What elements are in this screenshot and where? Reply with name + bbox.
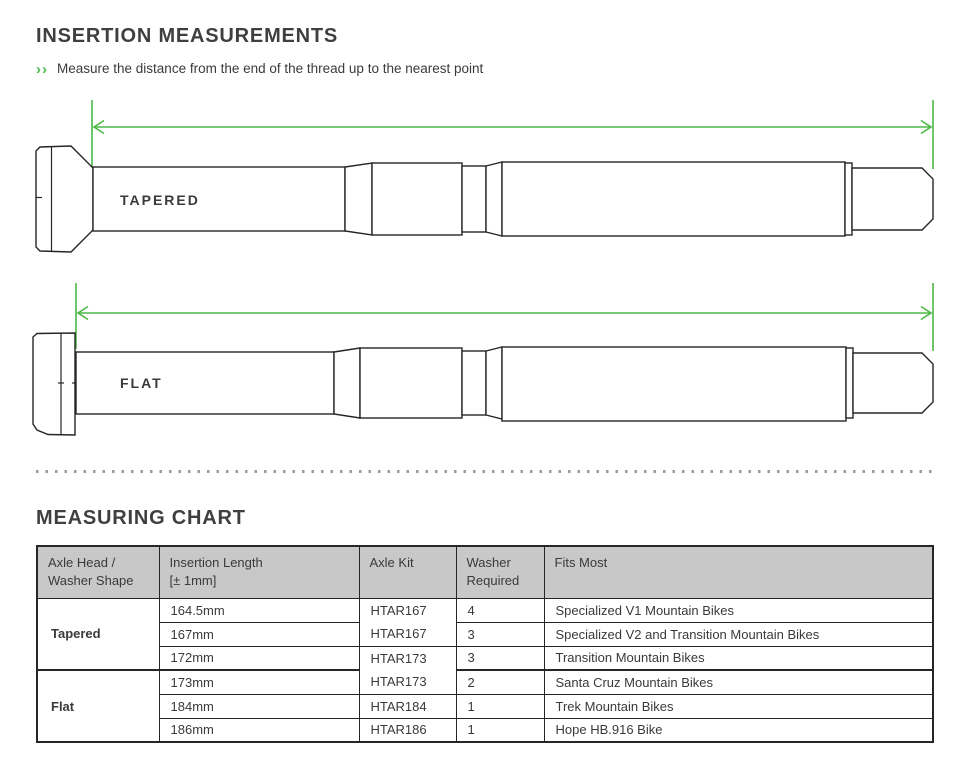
- tapered-axle-diagram: [0, 95, 970, 267]
- insertion-length-cell: 184mm: [159, 694, 359, 718]
- insertion-length-cell: 164.5mm: [159, 598, 359, 622]
- shaft-section: [462, 166, 486, 232]
- col-header-axle-kit: Axle Kit: [359, 546, 456, 598]
- table-row: [37, 622, 933, 646]
- washer-required-cell: 3: [456, 622, 544, 646]
- shaft-section: [372, 163, 462, 235]
- col-header-axle-head: Axle Head / Washer Shape: [37, 546, 159, 598]
- double-chevron-icon: ››: [36, 61, 48, 78]
- axle-kit-cell: HTAR186: [359, 718, 456, 742]
- shaft-section: [502, 347, 846, 421]
- group-label-tapered: Tapered: [37, 598, 159, 670]
- instruction-row: [36, 61, 483, 78]
- col-header-insertion-length: Insertion Length [± 1mm]: [159, 546, 359, 598]
- thread-groove: [845, 163, 852, 235]
- axle-kit-cell: HTAR167: [359, 598, 456, 622]
- group-label-flat: Flat: [37, 670, 159, 742]
- instruction-text: Measure the distance from the end of the thread up to the nearest point: [57, 61, 484, 76]
- axle-head-tapered: [36, 146, 93, 252]
- table-row: [37, 646, 933, 670]
- chart-title: MEASURING CHART: [36, 507, 246, 529]
- table-row: [37, 598, 933, 622]
- col-header-washer-required: Washer Required: [456, 546, 544, 598]
- washer-required-cell: 2: [456, 670, 544, 694]
- axle-label: TAPERED: [120, 192, 200, 208]
- fits-most-cell: Specialized V1 Mountain Bikes: [544, 598, 933, 622]
- washer-required-cell: 1: [456, 694, 544, 718]
- table-row: [37, 670, 933, 694]
- dotted-divider: [36, 470, 934, 473]
- washer-required-cell: 1: [456, 718, 544, 742]
- table-row: [37, 694, 933, 718]
- header-row: [37, 546, 933, 598]
- shaft-section: [462, 351, 486, 415]
- page-title: INSERTION MEASUREMENTS: [36, 25, 339, 47]
- fits-most-cell: Transition Mountain Bikes: [544, 646, 933, 670]
- shaft-section: [360, 348, 462, 418]
- axle-head-flat: [33, 333, 75, 435]
- fits-most-cell: Hope HB.916 Bike: [544, 718, 933, 742]
- threaded-tip: [853, 353, 933, 413]
- dimension-arrow: [92, 100, 933, 169]
- axle-kit-cell: HTAR173: [359, 646, 456, 670]
- axle-kit-cell: HTAR167: [359, 622, 456, 646]
- axle-body: [33, 333, 933, 435]
- col-header-fits-most: Fits Most: [544, 546, 933, 598]
- insertion-length-cell: 186mm: [159, 718, 359, 742]
- axle-body: [36, 146, 933, 252]
- axle-label: FLAT: [120, 375, 163, 391]
- threaded-tip: [852, 168, 933, 230]
- measuring-chart-table: [36, 545, 934, 743]
- insertion-length-cell: 173mm: [159, 670, 359, 694]
- table-row: [37, 718, 933, 742]
- shaft-section: [76, 352, 334, 414]
- flat-axle-diagram: [0, 270, 970, 450]
- axle-kit-cell: HTAR173: [359, 670, 456, 694]
- fits-most-cell: Trek Mountain Bikes: [544, 694, 933, 718]
- washer-required-cell: 4: [456, 598, 544, 622]
- insertion-length-cell: 172mm: [159, 646, 359, 670]
- fits-most-cell: Specialized V2 and Transition Mountain Bikes: [544, 622, 933, 646]
- dimension-arrow: [76, 283, 933, 351]
- fits-most-cell: Santa Cruz Mountain Bikes: [544, 670, 933, 694]
- axle-kit-cell: HTAR184: [359, 694, 456, 718]
- insertion-length-cell: 167mm: [159, 622, 359, 646]
- washer-required-cell: 3: [456, 646, 544, 670]
- thread-groove: [846, 348, 853, 418]
- shaft-section: [502, 162, 845, 236]
